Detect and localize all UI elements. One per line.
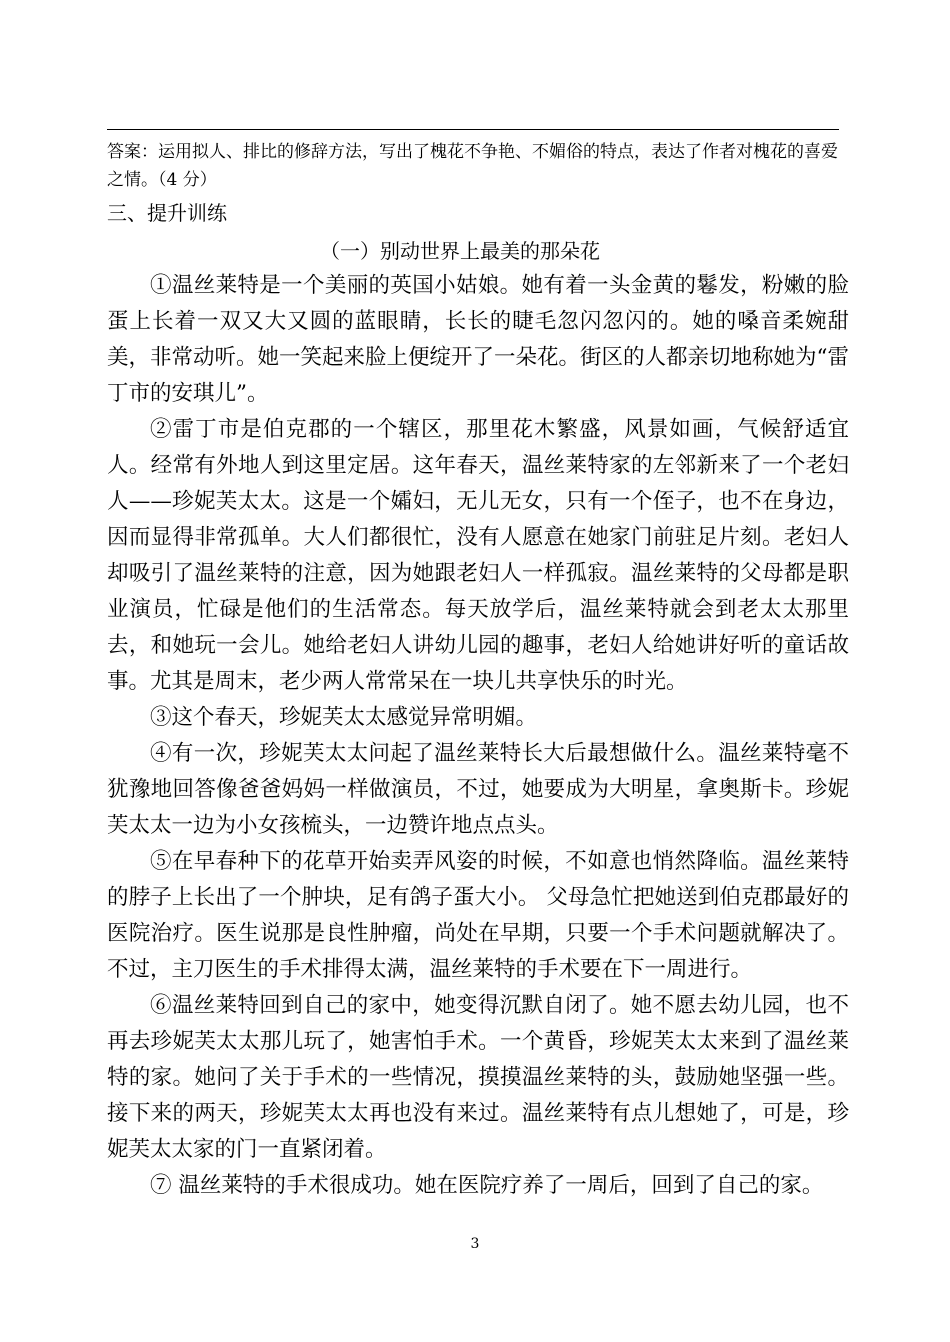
paragraph-7: ⑦ 温丝莱特的手术很成功。她在医院疗养了一周后，回到了自己的家。 [150,1173,824,1198]
section-heading: 三、提升训练 [107,201,227,225]
page-number: 3 [470,1236,480,1252]
paragraph-1: ①温丝莱特是一个美丽的英国小姑娘。她有着一头金黄的鬈发，粉嫩的脸蛋上长着一双又大又圆的蓝眼睛，长长的睫毛忽闪忽闪的。她的嗓音柔婉甜美，非常动听。她一笑起来脸上便绽开了一朵花。街区的人都亲切地称她为“雷丁市的安琪儿”。 [107,273,849,406]
paragraph-6: ⑥温丝莱特回到自己的家中，她变得沉默自闭了。她不愿去幼儿园，也不再去珍妮芙太太那儿玩了，她害怕手术。一个黄昏，珍妮芙太太来到了温丝莱特的家。她问了关于手术的一些情况，摸摸温丝莱特的头，鼓励她坚强一些。接下来的两天，珍妮芙太太再也没有来过。温丝莱特有点儿想她了，可是，珍妮芙太太家的门一直紧闭着。 [107,993,849,1162]
passage-title: （一）别动世界上最美的那朵花 [320,239,600,263]
paragraph-4: ④有一次，珍妮芙太太问起了温丝莱特长大后最想做什么。温丝莱特毫不犹豫地回答像爸爸妈妈一样做演员，不过，她要成为大明星，拿奥斯卡。珍妮芙太太一边为小女孩梳头，一边赞许地点点头。 [107,741,849,838]
passage-body [107,268,849,1204]
paragraph-2: ②雷丁市是伯克郡的一个辖区，那里花木繁盛，风景如画，气候舒适宜人。经常有外地人到这里定居。这年春天，温丝莱特家的左邻新来了一个老妇人——珍妮芙太太。这是一个孀妇，无儿无女，只有一个侄子，也不在身边，因而显得非常孤单。大人们都很忙，没有人愿意在她家门前驻足片刻。老妇人却吸引了温丝莱特的注意，因为她跟老妇人一样孤寂。温丝莱特的父母都是职业演员，忙碌是他们的生活常态。每天放学后，温丝莱特就会到老太太那里去，和她玩一会儿。她给老妇人讲幼儿园的趣事，老妇人给她讲好听的童话故事。尤其是周末，老少两人常常呆在一块儿共享快乐的时光。 [107,417,849,694]
paragraph-5: ⑤在早春种下的花草开始卖弄风姿的时候，不如意也悄然降临。温丝莱特的脖子上长出了一个肿块，足有鸽子蛋大小。 父母急忙把她送到伯克郡最好的医院治疗。医生说那是良性肿瘤，尚处在早期，只要一个手术问题就解决了。不过，主刀医生的手术排得太满，温丝莱特的手术要在下一周进行。 [107,849,849,982]
paragraph-3: ③这个春天，珍妮芙太太感觉异常明媚。 [150,705,538,730]
answer-text: 答案：运用拟人、排比的修辞方法，写出了槐花不争艳、不媚俗的特点，表达了作者对槐花的喜爱之情。（4 分） [107,142,838,190]
top-divider-line [107,129,839,130]
